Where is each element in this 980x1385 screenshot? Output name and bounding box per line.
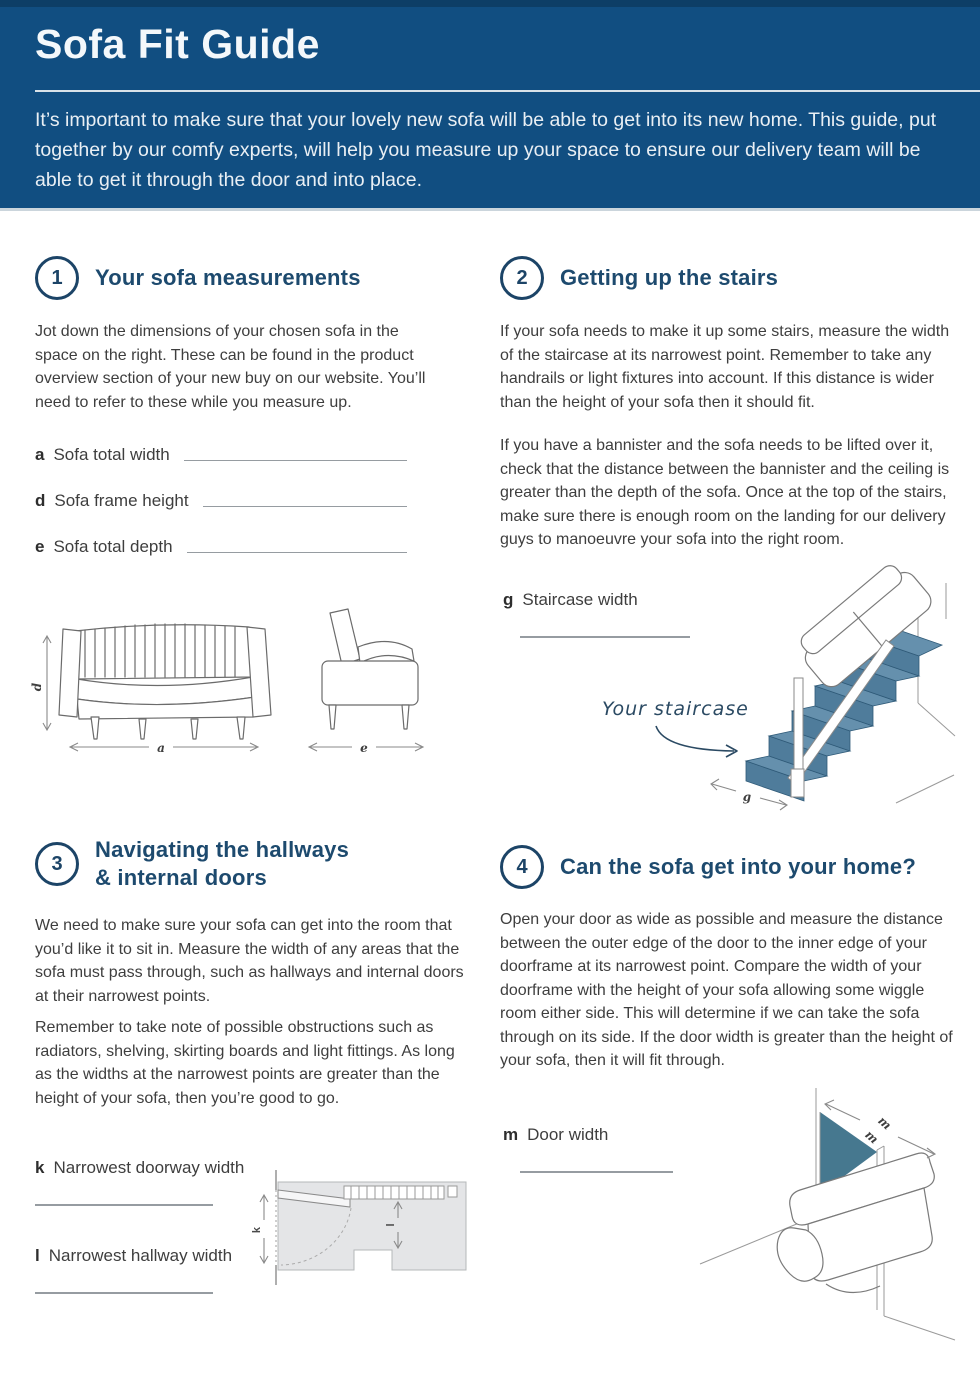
height-arrow-d xyxy=(43,636,51,730)
section-4-header xyxy=(500,845,916,889)
field-staircase-width xyxy=(503,590,638,610)
section-4-title: Can the sofa get into your home? xyxy=(560,854,916,879)
field-door-width xyxy=(503,1125,608,1145)
field-narrowest-hallway-width xyxy=(35,1246,232,1266)
dim-label-m-2: m xyxy=(862,1127,882,1147)
write-in-line xyxy=(520,636,690,638)
section-3-body-2: Remember to take note of possible obstructions such as radiators, shelving, skirting boards and light fittings. As long as the widths at the narrowest points are greater than the height of your sofa, then you’re good to go. xyxy=(35,1019,455,1107)
field-label: Narrowest doorway width xyxy=(53,1158,245,1177)
sofa-side-drawing xyxy=(322,609,418,729)
dim-label-l: l xyxy=(385,1223,397,1227)
section-3-title xyxy=(95,836,349,892)
door-illustration xyxy=(698,1088,955,1343)
field-narrowest-doorway-width xyxy=(35,1158,244,1178)
field-letter: g xyxy=(503,590,514,609)
field-letter: k xyxy=(35,1158,45,1177)
section-3-title-line-2: & internal doors xyxy=(95,865,267,890)
dim-label-g: g xyxy=(742,790,752,804)
page-title: Sofa Fit Guide xyxy=(35,21,320,67)
field-letter: a xyxy=(35,445,45,464)
hallway-plan-illustration xyxy=(248,1170,466,1285)
dim-label-k: k xyxy=(251,1226,263,1234)
write-in-line xyxy=(187,552,407,553)
section-3-header xyxy=(35,836,349,892)
field-letter: l xyxy=(35,1246,40,1265)
field-label: Sofa total depth xyxy=(53,537,173,556)
section-2-header xyxy=(500,256,778,300)
section-2-title: Getting up the stairs xyxy=(560,265,779,290)
write-in-line xyxy=(35,1204,213,1206)
dim-label-a: a xyxy=(157,741,165,755)
header-divider xyxy=(35,90,980,92)
write-in-line xyxy=(203,506,407,507)
section-4-number: 4 xyxy=(500,845,544,889)
sofa-side-illustration xyxy=(300,597,432,759)
field-label: Door width xyxy=(527,1125,609,1144)
intro-text: It’s important to make sure that your lovely new sofa will be able to get into its new home. This guide, put together by our comfy experts, will help you measure up your space to ensure our delivery team will be able to get it through the door and into place. xyxy=(35,109,937,191)
section-4-body: Open your door as wide as possible and measure the distance between the outer edge of the door to the inner edge of your doorframe at its narrowest point. Compare the width of your doorframe with the height of your sofa allowing some wiggle room either side. This will determine if we can take the sofa through on its side. If the door width is greater than the height of your sofa, then it will fit through. xyxy=(500,911,953,1069)
field-label: Sofa frame height xyxy=(54,491,189,510)
radiator-drawing xyxy=(344,1186,457,1199)
field-letter: e xyxy=(35,537,45,556)
sofa-on-side-drawing xyxy=(777,1153,934,1293)
section-3-body-1: We need to make sure your sofa can get into the room that you’d like it to sit in. Measure the width of any areas that the sofa must pass through, such as hallways and internal doors at their narrowest points. xyxy=(35,917,464,1005)
section-2-body-2: If you have a bannister and the sofa needs to be lifted over it, check that the distance between the bannister and the ceiling is greater than the depth of the sofa. Once at the top of the stairs, make sure there is enough room on the landing for our delivery guys to manoeuvre your sofa into the right room. xyxy=(500,437,950,548)
section-3-number: 3 xyxy=(35,842,79,886)
section-3-title-line-1: Navigating the hallways xyxy=(95,837,350,862)
staircase-illustration xyxy=(688,583,955,820)
section-2-body-1: If your sofa needs to make it up some stairs, measure the width of the staircase at its narrowest point. Remember to take any handrails or light fixtures into account. If this distance is wider than the height of your sofa then it should fit. xyxy=(500,323,950,411)
dim-label-m: m xyxy=(875,1113,895,1133)
section-1-title: Your sofa measurements xyxy=(95,265,361,290)
field-label: Narrowest hallway width xyxy=(48,1246,233,1265)
header-band xyxy=(0,0,980,211)
field-sofa-total-depth xyxy=(35,537,407,557)
dim-label-d: d xyxy=(30,682,44,692)
write-in-line xyxy=(184,460,407,461)
field-label: Sofa total width xyxy=(53,445,170,464)
dim-label-e: e xyxy=(360,741,368,755)
section-1-body: Jot down the dimensions of your chosen sofa in the space on the right. These can be found in the product overview section of your new buy on our website. You’ll need to refer to these while you measure up. xyxy=(35,323,426,411)
field-label: Staircase width xyxy=(522,590,638,609)
sofa-front-drawing xyxy=(59,624,271,739)
sofa-front-illustration xyxy=(30,597,285,759)
field-sofa-total-width xyxy=(35,445,407,465)
write-in-line xyxy=(35,1292,213,1294)
field-letter: m xyxy=(503,1125,519,1144)
field-sofa-frame-height xyxy=(35,491,407,511)
write-in-line xyxy=(520,1171,673,1173)
section-1-number: 1 xyxy=(35,256,79,300)
section-2-number: 2 xyxy=(500,256,544,300)
staircase-annotation: Your staircase xyxy=(602,698,749,720)
section-1-header xyxy=(35,256,361,300)
field-letter: d xyxy=(35,491,46,510)
